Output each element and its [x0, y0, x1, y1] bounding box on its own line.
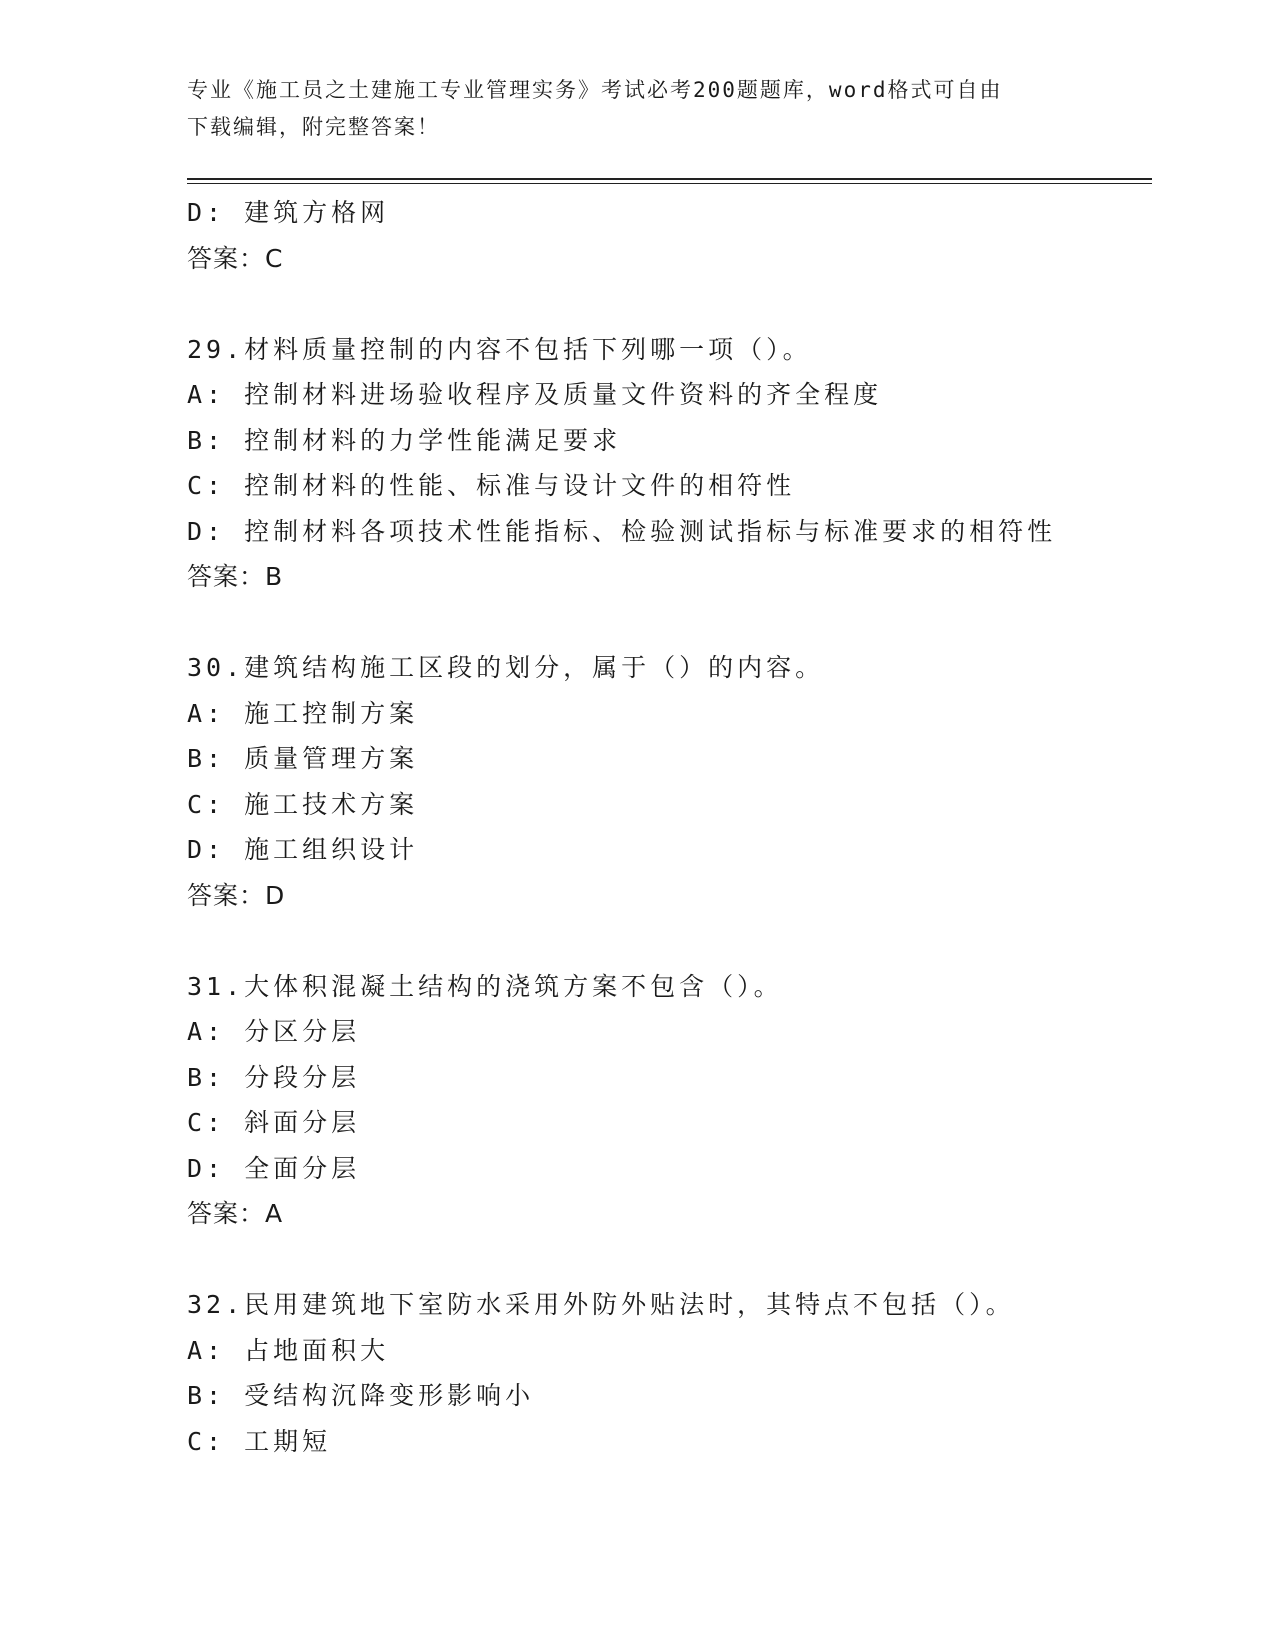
spacer [187, 1237, 1147, 1283]
page-header [187, 72, 1087, 146]
spacer [187, 281, 1147, 327]
option-d: D: 控制材料各项技术性能指标、检验测试指标与标准要求的相符性 [187, 516, 1057, 546]
question-block-29 [187, 327, 1147, 600]
question-stem: 32.民用建筑地下室防水采用外防外贴法时，其特点不包括（）。 [187, 1290, 1015, 1319]
question-list [187, 190, 1147, 1464]
header-line-2: 下载编辑，附完整答案！ [187, 115, 440, 139]
option-a: A: 分区分层 [187, 1017, 361, 1046]
answer-line: 答案：B [187, 562, 284, 591]
prev-option-d: D: 建筑方格网 [187, 198, 390, 227]
question-stem: 30.建筑结构施工区段的划分，属于（）的内容。 [187, 653, 825, 682]
option-d: D: 全面分层 [187, 1153, 361, 1183]
option-b: B: 受结构沉降变形影响小 [187, 1381, 535, 1410]
option-a: A: 控制材料进场验收程序及质量文件资料的齐全程度 [187, 380, 883, 409]
answer-line: 答案：D [187, 880, 286, 910]
option-c: C: 施工技术方案 [187, 789, 419, 819]
prev-answer: 答案：C [187, 243, 284, 273]
option-a: A: 占地面积大 [187, 1335, 390, 1365]
question-block-31 [187, 964, 1147, 1237]
option-b: B: 控制材料的力学性能满足要求 [187, 425, 622, 455]
question-stem: 29.材料质量控制的内容不包括下列哪一项（）。 [187, 334, 812, 364]
header-divider-thin [187, 183, 1152, 184]
option-b: B: 质量管理方案 [187, 744, 419, 773]
option-d: D: 施工组织设计 [187, 835, 419, 864]
option-a: A: 施工控制方案 [187, 698, 419, 728]
option-b: B: 分段分层 [187, 1062, 361, 1092]
spacer [187, 600, 1147, 646]
question-stem: 31.大体积混凝土结构的浇筑方案不包含（）。 [187, 971, 783, 1001]
question-block-30 [187, 645, 1147, 918]
option-c: C: 工期短 [187, 1426, 332, 1456]
option-c: C: 斜面分层 [187, 1108, 361, 1137]
spacer [187, 918, 1147, 964]
header-line-1: 专业《施工员之土建施工专业管理实务》考试必考200题题库，word格式可自由 [187, 78, 1003, 102]
answer-line: 答案：A [187, 1199, 284, 1228]
header-divider-thick [187, 178, 1152, 180]
question-block-32 [187, 1282, 1147, 1464]
option-c: C: 控制材料的性能、标准与设计文件的相符性 [187, 471, 796, 500]
